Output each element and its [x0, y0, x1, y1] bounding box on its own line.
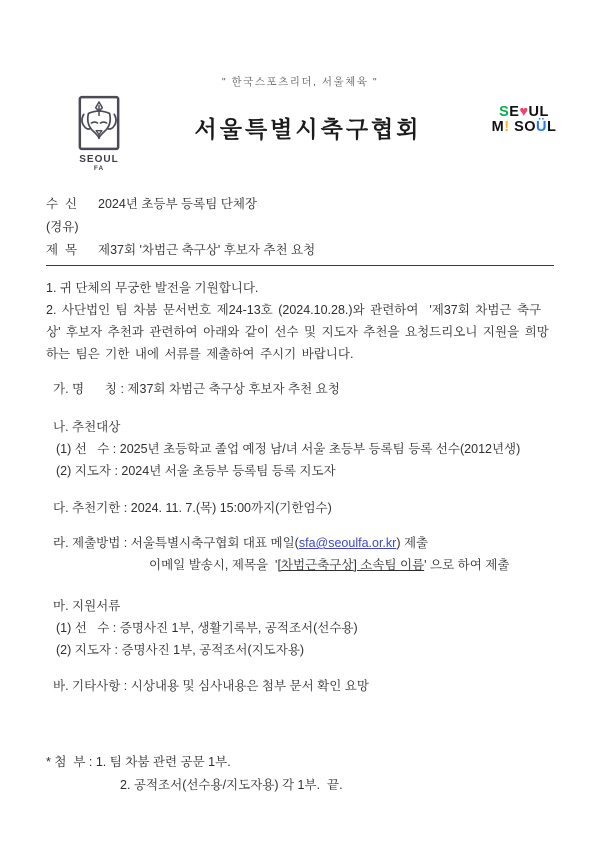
recipient-line — [46, 193, 554, 216]
item-ra-text: 서울특별시축구협회 대표 메일( — [130, 536, 299, 550]
item-ra-line2-text-after: ' 으로 하여 제출 — [424, 558, 510, 572]
subject-divider — [46, 265, 554, 266]
email-link[interactable]: sfa@seoulfa.or.kr — [298, 536, 397, 550]
item-na-coach: (2) 지도자 : 2024년 서울 초등부 등록팀 등록 지도자 — [56, 464, 336, 478]
item-na-player: (1) 선 수 : 2025년 초등학교 졸업 예정 남/녀 서울 초등부 등록팀 등록 선수(2012년생) — [56, 442, 521, 456]
tiger-emblem-icon — [70, 95, 128, 153]
seoul-my-soul-line1 — [488, 105, 560, 120]
subject-label: 제 목 — [46, 243, 78, 257]
seoul-fa-logo-subtext: FA — [93, 165, 105, 172]
email-subject-format: [차범근축구상] 소속팀 이름 — [277, 558, 425, 572]
item-ma-player-docs: (1) 선 수 : 증명사진 1부, 생활기록부, 공적조서(선수용) — [56, 621, 358, 635]
recipient-label: 수 신 — [46, 197, 78, 211]
logo-letter: L — [547, 119, 557, 135]
logo-letter: L — [539, 104, 549, 120]
document-header — [0, 89, 600, 179]
item-na-title: 나. 추천대상 — [53, 420, 121, 434]
logo-letter: E — [509, 104, 520, 120]
logo-letter: M — [491, 119, 505, 135]
item-ra-line2 — [46, 554, 554, 576]
logo-letter: O — [524, 119, 537, 135]
paragraph-intro: 2. 사단법인 팀 차붐 문서번호 제24-13호 (2024.10.28.)와 관련하여 '제37회 차범근 축구상' 후보자 추천과 관련하여 아래와 같이 선수 및 지도자 추천을 요청드리오니 지원을 희망하는 팀은 기한 내에 서류를 제출하여 주시기 바랍니다. — [46, 303, 549, 361]
document-meta — [46, 193, 554, 266]
logo-letter: U — [528, 104, 540, 120]
item-ra-method — [46, 532, 554, 554]
via-label: (경유) — [46, 220, 79, 234]
subject-value: 제37회 '차범근 축구상' 후보자 추천 요청 — [98, 243, 316, 257]
item-ra-line2-text: 이메일 발송시, 제목을 ' — [149, 558, 278, 572]
item-ra-text-after: ) 제출 — [396, 536, 429, 550]
item-ga-name: 가. 명 칭 : 제37회 차범근 축구상 후보자 추천 요청 — [53, 382, 340, 396]
seoul-my-soul-line2 — [488, 120, 560, 135]
item-ma-coach-docs: (2) 지도자 : 증명사진 1부, 공적조서(지도자용) — [56, 643, 305, 657]
seoul-fa-logo — [70, 95, 128, 172]
seoul-fa-logo-text: SEOUL — [79, 154, 119, 165]
document-body — [46, 277, 554, 697]
subject-line — [46, 239, 554, 262]
paragraph-greeting: 1. 귀 단체의 무궁한 발전을 기원합니다. — [46, 281, 259, 295]
attachment-section — [46, 751, 554, 797]
logo-letter: S — [514, 119, 525, 135]
item-ma-title: 마. 지원서류 — [53, 599, 121, 613]
item-ba-etc: 바. 기타사항 : 시상내용 및 심사내용은 첨부 문서 확인 요망 — [53, 679, 369, 693]
via-line — [46, 216, 554, 239]
attachment-line-1: * 첨 부 : 1. 팀 차붐 관련 공문 1부. — [46, 755, 231, 769]
item-da-deadline: 다. 추천기한 : 2024. 11. 7.(목) 15:00까지(기한엄수) — [53, 501, 332, 515]
exclamation-icon: ! — [504, 119, 510, 135]
seoul-my-soul-logo — [488, 95, 560, 135]
attachment-line-2: 2. 공적조서(선수용/지도자용) 각 1부. 끝. — [120, 778, 343, 792]
organization-title: 서울특별시축구협회 — [194, 116, 422, 142]
recipient-value: 2024년 초등부 등록팀 단체장 — [98, 197, 257, 211]
heart-icon: ♥ — [519, 104, 529, 120]
item-ra-label: 라. 제출방법 : — [53, 536, 131, 550]
header-slogan: " 한국스포츠리더, 서울체육 " — [221, 76, 379, 88]
logo-letter: S — [499, 104, 510, 120]
smiley-icon: Ü — [536, 119, 548, 135]
